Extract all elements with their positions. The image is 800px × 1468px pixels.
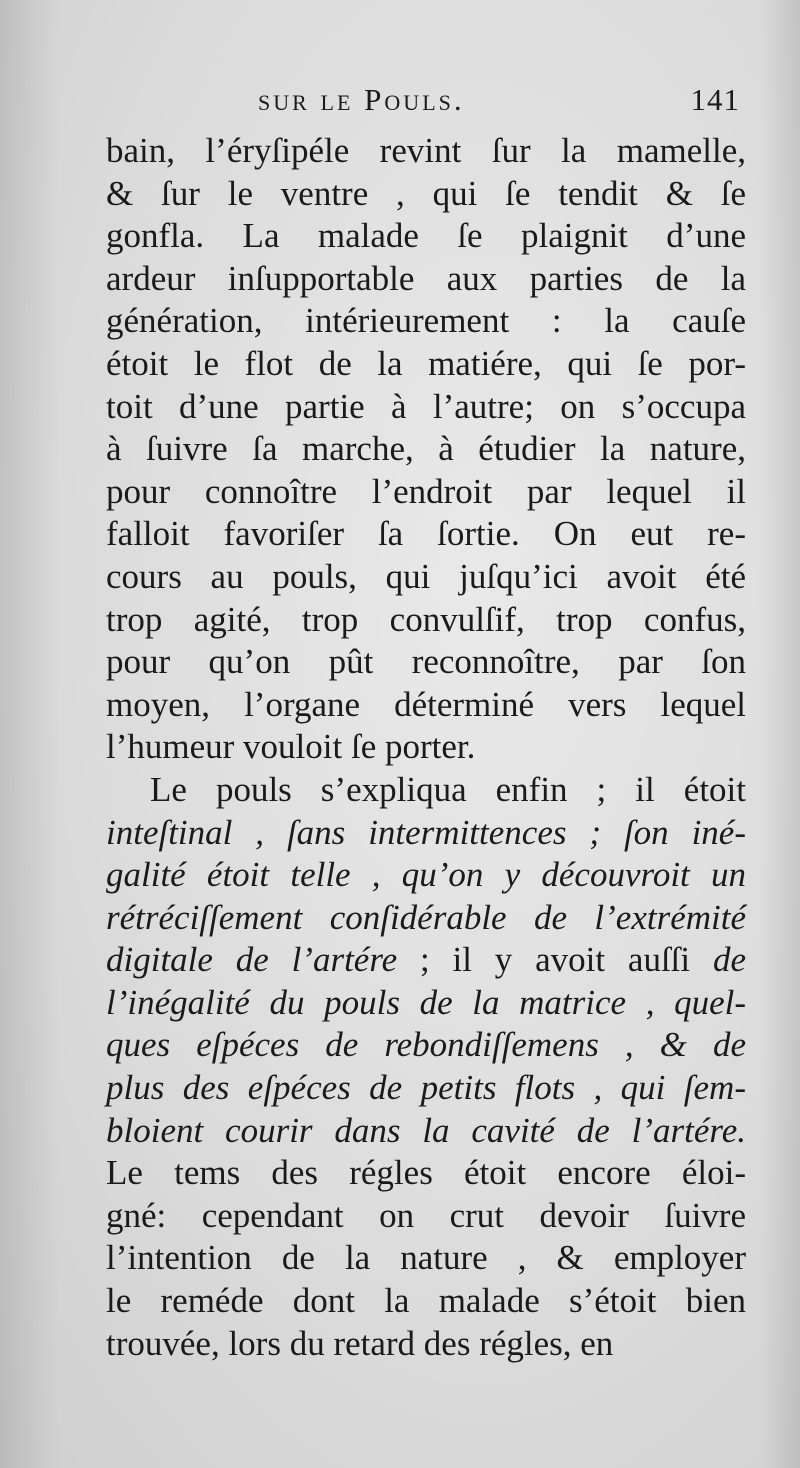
- roman-run: Le pouls s’expliqua enfin ; il étoit: [150, 769, 746, 809]
- text-line: [106, 471, 746, 514]
- running-head: [258, 82, 748, 122]
- text-line: [106, 1323, 746, 1366]
- roman-run: pour qu’on pût reconnoître, par ſon: [106, 642, 746, 682]
- text-line: [106, 1067, 746, 1110]
- running-title: sur le Pouls.: [258, 82, 465, 117]
- roman-run: ; il y avoit auſſi: [397, 940, 713, 980]
- italic-run: l’inégalité du pouls de la matrice , quel-: [106, 982, 746, 1022]
- text-line: [106, 215, 746, 258]
- italic-run: rétréciſſement conſidérable de l’extrémité: [106, 897, 746, 937]
- italic-run: digitale de l’artére: [106, 940, 398, 980]
- page-number: 141: [690, 82, 740, 117]
- roman-run: moyen, l’organe déterminé vers lequel: [106, 684, 746, 724]
- text-line: [106, 1237, 746, 1280]
- text-line: [106, 684, 746, 727]
- text-line: [106, 812, 746, 855]
- roman-run: étoit le flot de la matiére, qui ſe por-: [106, 343, 746, 383]
- italic-run: ques eſpéces de rebondiſſemens , & de: [106, 1025, 746, 1065]
- text-line: [106, 1024, 746, 1067]
- text-line: [106, 1195, 746, 1238]
- roman-run: Le tems des régles étoit encore éloi-: [106, 1153, 746, 1193]
- roman-run: à ſuivre ſa marche, à étudier la nature,: [106, 429, 746, 469]
- text-line: [106, 982, 746, 1025]
- text-line: [106, 173, 746, 216]
- roman-run: génération, intérieurement : la cauſe: [106, 301, 746, 341]
- text-line: [106, 854, 746, 897]
- roman-run: bain, l’éryſipéle revint ſur la mamelle,: [106, 131, 746, 170]
- text-line: [106, 386, 746, 429]
- roman-run: cours au pouls, qui juſqu’ici avoit été: [106, 556, 746, 596]
- italic-run: galité étoit telle , qu’on y découvroit un: [106, 855, 746, 895]
- text-line: [106, 641, 746, 684]
- roman-run: falloit favoriſer ſa ſortie. On eut re-: [106, 514, 746, 554]
- italic-run: plus des eſpéces de petits flots , qui ſem-: [106, 1068, 746, 1108]
- roman-run: trouvée, lors du retard des régles, en: [106, 1323, 614, 1363]
- roman-run: & ſur le ventre , qui ſe tendit & ſe: [106, 173, 746, 213]
- text-line: [106, 1152, 746, 1195]
- text-line: [106, 428, 746, 471]
- italic-run: bloient courir dans la cavité de l’artére.: [106, 1110, 746, 1150]
- roman-run: toit d’une partie à l’autre; on s’occupa: [106, 386, 746, 426]
- text-line: [106, 1110, 746, 1153]
- text-line: [106, 897, 746, 940]
- text-line: [106, 1280, 746, 1323]
- text-line: [106, 556, 746, 599]
- roman-run: le reméde dont la malade s’étoit bien: [106, 1281, 746, 1321]
- text-line: [106, 130, 746, 173]
- roman-run: gné: cependant on crut devoir ſuivre: [106, 1195, 746, 1235]
- roman-run: ardeur inſupportable aux parties de la: [106, 258, 746, 298]
- roman-run: trop agité, trop convulſif, trop confus,: [106, 599, 746, 639]
- body-text: [106, 130, 746, 1365]
- roman-run: l’humeur vouloit ſe porter.: [106, 727, 476, 767]
- roman-run: gonfla. La malade ſe plaignit d’une: [106, 216, 746, 256]
- roman-run: l’intention de la nature , & employer: [106, 1238, 746, 1278]
- text-line: [106, 599, 746, 642]
- text-line: [106, 513, 746, 556]
- text-line: [106, 769, 746, 812]
- text-line: [106, 939, 746, 982]
- text-line: [106, 258, 746, 301]
- italic-run: inteſtinal , ſans intermittences ; ſon iné-: [106, 812, 746, 852]
- text-line: [106, 343, 746, 386]
- text-line: [106, 726, 746, 769]
- italic-run: de: [712, 940, 746, 980]
- roman-run: pour connoître l’endroit par lequel il: [106, 471, 746, 511]
- text-line: [106, 300, 746, 343]
